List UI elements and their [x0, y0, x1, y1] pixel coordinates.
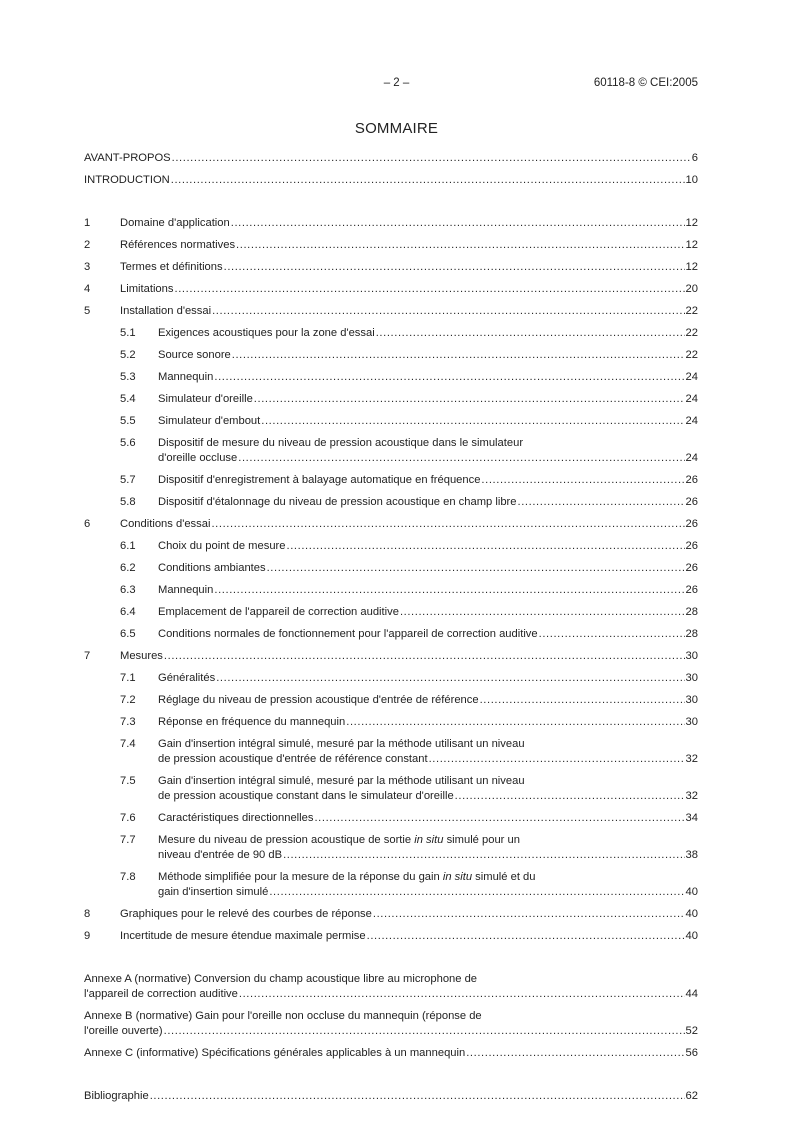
toc-entry-title: Conditions d'essai: [120, 518, 211, 530]
toc-entry-title: Limitations: [120, 283, 174, 295]
toc-entry-title: de pression acoustique constant dans le simulateur d'oreille: [158, 790, 454, 802]
toc-entry-title: d'oreille occluse: [158, 452, 238, 464]
toc-entry-number: 7.5: [120, 775, 136, 787]
toc-page-number: 26: [685, 474, 698, 486]
toc-spacer: [84, 1061, 698, 1082]
toc-entry-line: [84, 173, 698, 188]
toc-entry-line: [84, 151, 698, 166]
toc-entry-title: l'appareil de correction auditive: [84, 988, 238, 1000]
dot-leader: [172, 151, 691, 166]
toc-entry-title: Réglage du niveau de pression acoustique d'entrée de référence: [158, 694, 479, 706]
toc-entry[interactable]: [84, 436, 698, 466]
toc-entry-title: Annexe B (normative) Gain pour l'oreille non occluse du mannequin (réponse de: [84, 1010, 482, 1022]
toc-entry[interactable]: [84, 260, 698, 275]
toc-entry[interactable]: [84, 583, 698, 598]
toc-entry[interactable]: [84, 649, 698, 664]
toc-entry-title: Choix du point de mesure: [158, 540, 286, 552]
toc-entry-title: de pression acoustique d'entrée de référence constant: [158, 753, 428, 765]
toc-entry[interactable]: [84, 972, 698, 1002]
toc-entry-line: [84, 304, 698, 319]
toc-entry-line: [84, 238, 698, 253]
toc-page-number: 26: [685, 562, 698, 574]
toc-entry-number: 5.7: [120, 474, 136, 486]
toc-entry-line: [84, 605, 698, 620]
dot-leader: [212, 304, 684, 319]
toc-entry-title: l'oreille ouverte): [84, 1025, 163, 1037]
document-reference: 60118-8 © CEI:2005: [593, 77, 698, 89]
toc-entry-title: Mannequin: [158, 584, 214, 596]
toc-entry-title: Caractéristiques directionnelles: [158, 812, 314, 824]
dot-leader: [254, 392, 685, 407]
toc-entry[interactable]: [84, 216, 698, 231]
toc-entry[interactable]: [84, 370, 698, 385]
toc-entry-number: 6.5: [120, 628, 136, 640]
dot-leader: [269, 885, 684, 900]
toc-entry-title: Références normatives: [120, 239, 236, 251]
toc-page-number: 24: [685, 393, 698, 405]
toc-entry-number: 6.1: [120, 540, 136, 552]
toc-entry[interactable]: [84, 671, 698, 686]
toc-entry[interactable]: [84, 833, 698, 863]
toc-page-number: 26: [685, 518, 698, 530]
toc-entry-title: Dispositif d'étalonnage du niveau de pression acoustique en champ libre: [158, 496, 517, 508]
toc-entry-number: 7.8: [120, 871, 136, 883]
toc-entry-number: 7.1: [120, 672, 136, 684]
toc-entry-line: [84, 370, 698, 385]
toc-entry-line: [84, 737, 698, 752]
toc-page-number: 40: [685, 930, 698, 942]
toc-entry-line: [84, 671, 698, 686]
dot-leader: [174, 282, 684, 297]
dot-leader: [283, 848, 684, 863]
toc-entry-title: Annexe A (normative) Conversion du champ acoustique libre au microphone de: [84, 973, 478, 985]
toc-page-number: 24: [685, 415, 698, 427]
toc-entry-line: [84, 583, 698, 598]
dot-leader: [376, 326, 685, 341]
dot-leader: [267, 561, 685, 576]
toc-page-number: 52: [685, 1025, 698, 1037]
toc-entry-number: 2: [84, 239, 91, 251]
toc-entry-title: Réponse en fréquence du mannequin: [158, 716, 346, 728]
toc-page-number: 26: [685, 584, 698, 596]
dot-leader: [164, 649, 685, 664]
dot-leader: [236, 238, 685, 253]
toc-entry[interactable]: [84, 392, 698, 407]
toc-entry[interactable]: [84, 151, 698, 166]
page-title: SOMMAIRE: [354, 120, 439, 137]
toc-entry-title: Bibliographie: [84, 1090, 149, 1102]
toc-entry-line: [84, 260, 698, 275]
toc-entry-title: Mesures: [120, 650, 163, 662]
toc-entry[interactable]: [84, 774, 698, 804]
toc-entry-line: [84, 392, 698, 407]
toc-entry[interactable]: [84, 1046, 698, 1061]
toc-entry-line: [84, 495, 698, 510]
toc-entry[interactable]: [84, 282, 698, 297]
toc-entry-line: [84, 987, 698, 1002]
toc-entry-line: [84, 348, 698, 363]
toc-page-number: 26: [685, 496, 698, 508]
toc-entry-number: 1: [84, 217, 91, 229]
toc-page-number: 22: [685, 327, 698, 339]
toc-entry-line: [84, 539, 698, 554]
toc-entry-title: Annexe C (informative) Spécifications générales applicables à un mannequin: [84, 1047, 466, 1059]
toc-entry[interactable]: [84, 495, 698, 510]
toc-entry-number: 7.6: [120, 812, 136, 824]
dot-leader: [455, 789, 685, 804]
dot-leader: [239, 987, 685, 1002]
toc-entry-line: [84, 870, 698, 885]
toc-entry-line: [84, 649, 698, 664]
toc-entry-title: Installation d'essai: [120, 305, 212, 317]
toc-entry-title: Incertitude de mesure étendue maximale permise: [120, 930, 366, 942]
toc-entry[interactable]: [84, 539, 698, 554]
toc-entry-line: [84, 517, 698, 532]
toc-entry[interactable]: [84, 811, 698, 826]
toc-entry-number: 7.2: [120, 694, 136, 706]
toc-page-number: 44: [685, 988, 698, 1000]
toc-page-number: 30: [685, 716, 698, 728]
toc-entry-number: 7.7: [120, 834, 136, 846]
toc-entry-title: Exigences acoustiques pour la zone d'essai: [158, 327, 375, 339]
toc-entry[interactable]: [84, 561, 698, 576]
toc-entry-number: 6: [84, 518, 91, 530]
toc-entry-line: [84, 1046, 698, 1061]
toc-page-number: 32: [685, 790, 698, 802]
toc-entry-number: 5.5: [120, 415, 136, 427]
toc-entry-line: [84, 216, 698, 231]
toc-entry[interactable]: [84, 304, 698, 319]
toc-page-number: 38: [685, 849, 698, 861]
toc-entry-line: [84, 848, 698, 863]
toc-entry-line: [84, 627, 698, 642]
toc-entry-number: 5.4: [120, 393, 136, 405]
toc-entry-number: 7.4: [120, 738, 136, 750]
toc-entry-number: 9: [84, 930, 91, 942]
toc-entry-title: Gain d'insertion intégral simulé, mesuré par la méthode utilisant un niveau: [158, 775, 525, 787]
toc-entry[interactable]: [84, 173, 698, 188]
toc-entry-line: [84, 561, 698, 576]
toc-entry-number: 5.3: [120, 371, 136, 383]
toc-page-number: 12: [685, 261, 698, 273]
toc-entry-line: [84, 326, 698, 341]
toc-entry-number: 5.8: [120, 496, 136, 508]
toc-entry-title: Généralités: [158, 672, 216, 684]
toc-page-number: 20: [685, 283, 698, 295]
toc-page-number: 26: [685, 540, 698, 552]
toc-entry-title: Dispositif d'enregistrement à balayage automatique en fréquence: [158, 474, 481, 486]
toc-page-number: 28: [685, 628, 698, 640]
toc-entry-number: 6.2: [120, 562, 136, 574]
toc-entry-title: Domaine d'application: [120, 217, 230, 229]
dot-leader: [216, 671, 684, 686]
toc-entry-title: Emplacement de l'appareil de correction auditive: [158, 606, 399, 618]
toc-entry-number: 6.3: [120, 584, 136, 596]
dot-leader: [539, 627, 685, 642]
toc-entry-title: Termes et définitions: [120, 261, 223, 273]
toc-entry-line: [84, 693, 698, 708]
toc-page-number: 62: [685, 1090, 698, 1102]
dot-leader: [481, 473, 684, 488]
toc-page-number: 30: [685, 672, 698, 684]
toc-entry-title: Simulateur d'oreille: [158, 393, 253, 405]
dot-leader: [518, 495, 685, 510]
toc-entry[interactable]: [84, 737, 698, 767]
dot-leader: [224, 260, 685, 275]
toc-entry-line: [84, 811, 698, 826]
toc-entry-line: [84, 282, 698, 297]
toc-entry-line: [84, 885, 698, 900]
dot-leader: [164, 1024, 685, 1039]
toc-page-number: 10: [685, 174, 698, 186]
toc-spacer: [84, 188, 698, 209]
toc-entry-line: [84, 907, 698, 922]
dot-leader: [373, 907, 685, 922]
toc-entry-number: 6.4: [120, 606, 136, 618]
toc-entry-line: [84, 451, 698, 466]
toc-page-number: 40: [685, 908, 698, 920]
toc-entry[interactable]: [84, 627, 698, 642]
dot-leader: [171, 173, 685, 188]
toc-entry[interactable]: [84, 907, 698, 922]
toc-entry-line: [84, 774, 698, 789]
toc-entry[interactable]: [84, 238, 698, 253]
toc-entry-line: [84, 833, 698, 848]
toc-entry[interactable]: [84, 326, 698, 341]
toc-entry-line: [84, 972, 698, 987]
toc-entry[interactable]: [84, 517, 698, 532]
toc-entry[interactable]: [84, 348, 698, 363]
toc-page-number: 40: [685, 886, 698, 898]
toc-entry-number: 7.3: [120, 716, 136, 728]
toc-entry[interactable]: [84, 473, 698, 488]
toc-page-number: 56: [685, 1047, 698, 1059]
dot-leader: [238, 451, 684, 466]
toc-entry-title: Simulateur d'embout: [158, 415, 261, 427]
toc-entry-number: 3: [84, 261, 91, 273]
dot-leader: [400, 605, 685, 620]
toc-entry-number: 5.2: [120, 349, 136, 361]
toc-entry-title: Graphiques pour le relevé des courbes de réponse: [120, 908, 372, 920]
toc-spacer: [84, 944, 698, 965]
toc-entry-line: [84, 715, 698, 730]
toc-entry-title: niveau d'entrée de 90 dB: [158, 849, 283, 861]
dot-leader: [287, 539, 685, 554]
dot-leader: [232, 348, 685, 363]
toc-page-number: 24: [685, 452, 698, 464]
toc-entry-title: Gain d'insertion intégral simulé, mesuré par la méthode utilisant un niveau: [158, 738, 525, 750]
toc-page-number: 22: [685, 305, 698, 317]
toc-entry[interactable]: [84, 693, 698, 708]
toc-page-number: 32: [685, 753, 698, 765]
toc-page-number: 24: [685, 371, 698, 383]
dot-leader: [314, 811, 684, 826]
table-of-contents: [84, 144, 698, 1104]
toc-entry[interactable]: [84, 1009, 698, 1039]
toc-page-number: 34: [685, 812, 698, 824]
toc-entry-line: [84, 752, 698, 767]
dot-leader: [429, 752, 685, 767]
toc-entry-number: 5.6: [120, 437, 136, 449]
toc-entry[interactable]: [84, 414, 698, 429]
dot-leader: [231, 216, 685, 231]
toc-entry-line: [84, 414, 698, 429]
toc-page-number: 30: [685, 694, 698, 706]
toc-entry-number: 4: [84, 283, 91, 295]
toc-entry-line: [84, 789, 698, 804]
toc-entry-line: [84, 473, 698, 488]
dot-leader: [211, 517, 684, 532]
toc-entry-line: [84, 436, 698, 451]
toc-entry-line: [84, 1089, 698, 1104]
toc-entry-number: 5.1: [120, 327, 136, 339]
toc-entry-line: [84, 1024, 698, 1039]
dot-leader: [346, 715, 684, 730]
toc-entry-title: Dispositif de mesure du niveau de pression acoustique dans le simulateur: [158, 437, 524, 449]
toc-entry[interactable]: [84, 1089, 698, 1104]
dot-leader: [261, 414, 684, 429]
toc-entry-title: gain d'insertion simulé: [158, 886, 269, 898]
toc-entry[interactable]: [84, 929, 698, 944]
toc-entry-title: Méthode simplifiée pour la mesure de la réponse du gain in situ simulé et du: [158, 871, 536, 883]
toc-entry-title: Conditions normales de fonctionnement pour l'appareil de correction auditive: [158, 628, 538, 640]
toc-entry[interactable]: [84, 715, 698, 730]
toc-page-number: 22: [685, 349, 698, 361]
toc-entry-title: AVANT-PROPOS: [84, 152, 171, 164]
toc-page-number: 30: [685, 650, 698, 662]
toc-entry-line: [84, 1009, 698, 1024]
toc-entry-title: Mesure du niveau de pression acoustique de sortie in situ simulé pour un: [158, 834, 520, 846]
dot-leader: [150, 1089, 685, 1104]
dot-leader: [367, 929, 685, 944]
toc-page-number: 12: [685, 217, 698, 229]
toc-entry-title: Mannequin: [158, 371, 214, 383]
dot-leader: [480, 693, 685, 708]
dot-leader: [466, 1046, 684, 1061]
toc-entry-title: Conditions ambiantes: [158, 562, 266, 574]
toc-page-number: 6: [691, 152, 698, 164]
toc-page-number: 12: [685, 239, 698, 251]
toc-entry-number: 7: [84, 650, 91, 662]
toc-entry-number: 8: [84, 908, 91, 920]
toc-entry-line: [84, 929, 698, 944]
page-number: – 2 –: [383, 77, 410, 89]
toc-entry[interactable]: [84, 870, 698, 900]
toc-entry-title: INTRODUCTION: [84, 174, 170, 186]
toc-entry-title: Source sonore: [158, 349, 231, 361]
toc-page-number: 28: [685, 606, 698, 618]
dot-leader: [214, 370, 684, 385]
toc-entry-number: 5: [84, 305, 91, 317]
toc-entry[interactable]: [84, 605, 698, 620]
dot-leader: [214, 583, 684, 598]
